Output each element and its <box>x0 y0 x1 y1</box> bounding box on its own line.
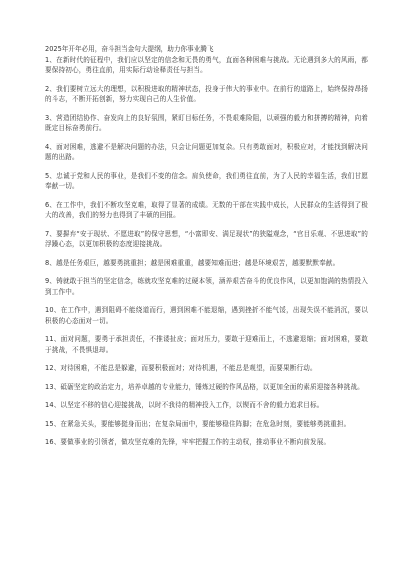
paragraph-6: 6、在工作中，我们不断攻坚克难，取得了显著的成绩。无数的干部在实践中成长，人民群众的生活得到了极大的改善，我们的努力也得到了丰硕的回报。 <box>45 200 368 219</box>
paragraph-7: 7、要摒弃“安于现状、不愿进取”的保守思想，“小富即安、满足现状”的狭隘观念，“官目乐观、不思进取”的浮躁心态，以更加积极的态度迎接挑战。 <box>45 229 368 248</box>
paragraph-11: 11、面对问题，要勇于承担责任，不推诿扯皮；面对压力，要敢于迎难而上，不逃避退缩；面对困难，要敢于挑战，不畏惧退却。 <box>45 335 368 354</box>
paragraph-1: 1、在新时代的征程中，我们应以坚定的信念和无畏的勇气，直面各种困难与挑战。无论遇到多大的风雨，都要保持初心，勇往直前，用实际行动诠释责任与担当。 <box>45 55 368 74</box>
paragraph-16: 16、要做事业的引领者，做攻坚克难的先锋，牢牢把握工作的主动权，推动事业不断向前发展。 <box>45 438 331 447</box>
paragraph-3: 3、营造团结协作、奋发向上的良好氛围，紧盯目标任务，不畏艰难险阻，以顽强的毅力和拼搏的精神，向着既定目标奋勇前行。 <box>45 113 368 132</box>
paragraph-10: 10、在工作中，遇到阻碍不能绕道而行，遇到困难不能退缩，遇到挫折不能气馁，出现失误不能消沉，要以积极的心态面对一切。 <box>45 306 368 325</box>
paragraph-5: 5、忠诚于党和人民的事业，是我们不变的信念。肩负使命，我们勇往直前，为了人民的幸福生活，我们甘愿奉献一切。 <box>45 171 368 190</box>
paragraph-13: 13、砥砺坚定的政治定力，培养卓越的专业能力，锤炼过硬的作风品格，以更加全面的素质迎接各种挑战。 <box>45 382 364 391</box>
document-title: 2025年开年必用，奋斗担当金句大提纲，助力你事业腾飞 <box>45 45 214 53</box>
paragraph-14: 14、以坚定不移的信心迎接挑战，以时不我待的精神投入工作，以锲而不舍的毅力追求目标。 <box>45 401 324 410</box>
paragraph-9: 9、铸就敢于担当的坚定信念，练就攻坚克难的过硬本领，涵养艰苦奋斗的优良作风，以更加饱满的热情投入到工作中。 <box>45 277 368 296</box>
paragraph-12: 12、对待困难，不能总是躲避，而要积极面对；对待机遇，不能总是观望，而要果断行动。 <box>45 364 317 373</box>
paragraph-8: 8、越是任务艰巨，越要勇挑重担；越是困难重重，越要知难而进；越是环境艰苦，越要默默奉献。 <box>45 258 340 267</box>
paragraph-4: 4、面对困难，逃避不是解决问题的办法，只会让问题更加复杂。只有勇敢面对，积极应对，才能找到解决问题的出路。 <box>45 142 368 161</box>
paragraph-15: 15、在紧急关头，要能够挺身而出；在复杂局面中，要能够稳住阵脚；在危急时刻，要能够勇挑重担。 <box>45 419 351 428</box>
paragraph-2: 2、我们要树立远大的理想，以积极进取的精神状态，投身于伟大的事业中。在前行的道路上，始终保持昂扬的斗志，不断开拓创新，努力实现自己的人生价值。 <box>45 84 368 103</box>
